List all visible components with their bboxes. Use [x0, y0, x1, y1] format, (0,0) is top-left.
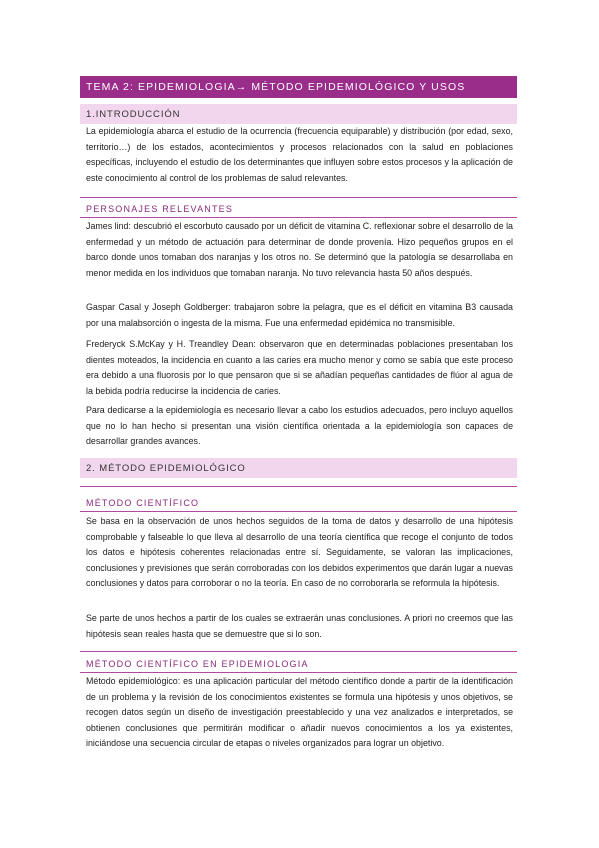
section-heading-introduccion: 1.INTRODUCCIÓN	[80, 104, 517, 124]
section-divider	[80, 651, 517, 652]
section-divider	[80, 197, 517, 198]
paragraph-james-lind: James lind: descubrió el escorbuto causado por un déficit de vitamina C. reflexionar sobre el desarrollo de la enfermedad y un método de actuación para determinar de donde provenía. Hizo pequeños grupos en el barco donde unos tomaban dos naranjas y los otros no. Se determinó que la patología se desarrollaba en menor medida en los individuos que tomaban naranja. No tuvo relevancia hasta 50 años después.	[86, 221, 513, 278]
document-title: TEMA 2: EPIDEMIOLOGIA→ MÉTODO EPIDEMIOLÓGICO Y USOS	[80, 76, 517, 98]
paragraph-metodo-epidemiologico: Método epidemiológico: es una aplicación particular del método científico donde a partir de la identificación de un problema y la revisión de los conocimientos existentes se formula una hipótesis y unos objetivos, se recogen datos según un diseño de investigación preestablecido y una vez analizados e interpretados, se obtienen conclusiones que permitirán modificar o añadir nuevos conocimientos a los ya existentes, iniciándose una secuencia circular de etapas o niveles organizados para lograr un objetivo.	[86, 676, 513, 749]
intro-paragraph: La epidemiología abarca el estudio de la ocurrencia (frecuencia equiparable) y distribución (por edad, sexo, territorio…) de los estados, acontecimientos y procesos relacionados con la salud en poblaciones específicas, incluyendo el estudio de los determinantes que influyen sobre estos procesos y la aplicación de este conocimiento al control de los problemas de salud relevantes.	[86, 126, 513, 183]
paragraph-casal-goldberger: Gaspar Casal y Joseph Goldberger: trabajaron sobre la pelagra, que es el déficit en vitamina B3 causada por una malabsorción o ingesta de la misma. Fue una enfermedad epidémica no transmisible.	[86, 302, 513, 328]
paragraph-dedicarse-epidemiologia: Para dedicarse a la epidemiología es necesario llevar a cabo los estudios adecuados, pero incluyo aquellos que no lo han hecho si presentan una visión científica orientada a la epidemiología son capaces de desarrollar grandes avances.	[86, 405, 513, 447]
subheading-personajes: PERSONAJES RELEVANTES	[80, 204, 517, 218]
section-divider	[80, 486, 517, 487]
subheading-metodo-epidemiologia: MÉTODO CIENTÍFICO EN EPIDEMIOLOGIA	[80, 659, 517, 673]
subheading-metodo-cientifico: MÉTODO CIENTÍFICO	[80, 498, 517, 512]
paragraph-hechos-conclusiones: Se parte de unos hechos a partir de los cuales se extraerán unas conclusiones. A priori no creemos que las hipótesis sean reales hasta que se demuestre que si lo son.	[86, 613, 513, 639]
paragraph-metodo-cientifico: Se basa en la observación de unos hechos seguidos de la toma de datos y desarrollo de una hipótesis comprobable y falseable lo que lleva al desarrollo de una teoría científica que recoge el conjunto de todos los datos e hipótesis coherentes relacionadas entre sí. Seguidamente, se valoran las implicaciones, conclusiones y previsiones que serán corroboradas con los debidos experimentos que darán lugar a nuevas conclusiones y datos para corroborar o no la teoría. En caso de no corroborarla se reformula la hipótesis.	[86, 516, 513, 589]
section-heading-metodo-epidemiologico: 2. MÉTODO EPIDEMIOLÓGICO	[80, 458, 517, 478]
paragraph-mckay-dean: Frederyck S.McKay y H. Treandley Dean: observaron que en determinadas poblaciones presentaban los dientes moteados, la incidencia en cuanto a las caries era mucho menor y como se sabía que este proceso era debido a una fluorosis por lo que pensaron que si se añadían pequeñas cantidades de flúor al agua de la bebida podría reducirse la incidencia de caries.	[86, 339, 513, 396]
